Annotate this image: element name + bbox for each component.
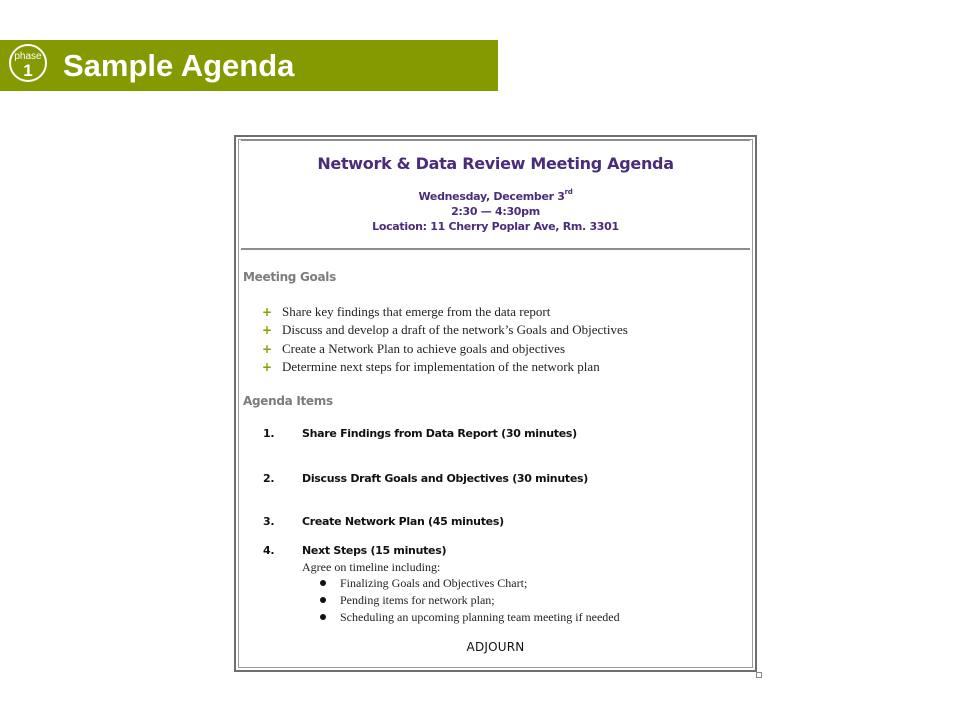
agenda-item-number: 3. bbox=[263, 515, 275, 528]
next-step-text: Pending items for network plan; bbox=[340, 593, 495, 607]
goal-text: Determine next steps for implementation of the network plan bbox=[282, 359, 600, 374]
meeting-date bbox=[236, 190, 755, 203]
plus-icon: + bbox=[262, 323, 273, 337]
plus-icon: + bbox=[262, 342, 273, 356]
header-divider bbox=[241, 248, 750, 250]
bullet-icon bbox=[320, 597, 326, 603]
header-banner bbox=[0, 40, 498, 91]
plus-icon: + bbox=[262, 305, 273, 319]
goal-item bbox=[262, 304, 550, 322]
document-title: Network & Data Review Meeting Agenda bbox=[317, 154, 674, 173]
meeting-location: Location: 11 Cherry Poplar Ave, Rm. 3301 bbox=[372, 220, 619, 233]
agenda-item bbox=[263, 427, 577, 440]
agenda-document[interactable] bbox=[234, 135, 757, 672]
agenda-item-number: 2. bbox=[263, 472, 275, 485]
agenda-items-heading: Agenda Items bbox=[243, 394, 333, 408]
goal-text: Share key findings that emerge from the data report bbox=[282, 304, 551, 319]
plus-icon: + bbox=[262, 360, 273, 374]
agenda-item-label: Next Steps (15 minutes) bbox=[302, 544, 447, 557]
goal-item bbox=[262, 322, 628, 340]
adjourn-label: ADJOURN bbox=[466, 640, 525, 654]
next-step-bullet bbox=[320, 576, 527, 591]
goal-text: Discuss and develop a draft of the network’s Goals and Objectives bbox=[282, 322, 628, 337]
agenda-item-number: 4. bbox=[263, 544, 275, 557]
resize-handle[interactable] bbox=[756, 672, 762, 678]
next-step-text: Scheduling an upcoming planning team meeting if needed bbox=[340, 610, 620, 624]
goals-heading: Meeting Goals bbox=[243, 270, 336, 284]
agenda-item-number: 1. bbox=[263, 427, 275, 440]
phase-badge bbox=[9, 44, 47, 82]
meeting-date-suffix: rd bbox=[564, 188, 573, 196]
bullet-icon bbox=[320, 614, 326, 620]
next-step-text: Finalizing Goals and Objectives Chart; bbox=[340, 576, 528, 590]
agenda-item bbox=[263, 472, 588, 485]
bullet-icon bbox=[320, 580, 326, 586]
goal-text: Create a Network Plan to achieve goals and objectives bbox=[282, 341, 566, 356]
meeting-time: 2:30 — 4:30pm bbox=[451, 205, 540, 218]
goal-item bbox=[262, 359, 600, 377]
agenda-item-label: Discuss Draft Goals and Objectives (30 minutes) bbox=[302, 472, 588, 485]
top-rule bbox=[241, 139, 750, 141]
agenda-item-label: Create Network Plan (45 minutes) bbox=[302, 515, 504, 528]
next-step-bullet bbox=[320, 593, 495, 608]
goal-item bbox=[262, 341, 565, 359]
next-steps-intro: Agree on timeline including: bbox=[302, 560, 441, 574]
agenda-item bbox=[263, 544, 446, 557]
next-step-bullet bbox=[320, 610, 620, 625]
phase-label: phase bbox=[14, 51, 42, 62]
phase-number: 1 bbox=[23, 61, 33, 80]
slide-title: Sample Agenda bbox=[63, 48, 295, 83]
agenda-item bbox=[263, 515, 504, 528]
meeting-date-text: Wednesday, December 3 bbox=[418, 190, 565, 203]
agenda-item-label: Share Findings from Data Report (30 minutes) bbox=[302, 427, 577, 440]
